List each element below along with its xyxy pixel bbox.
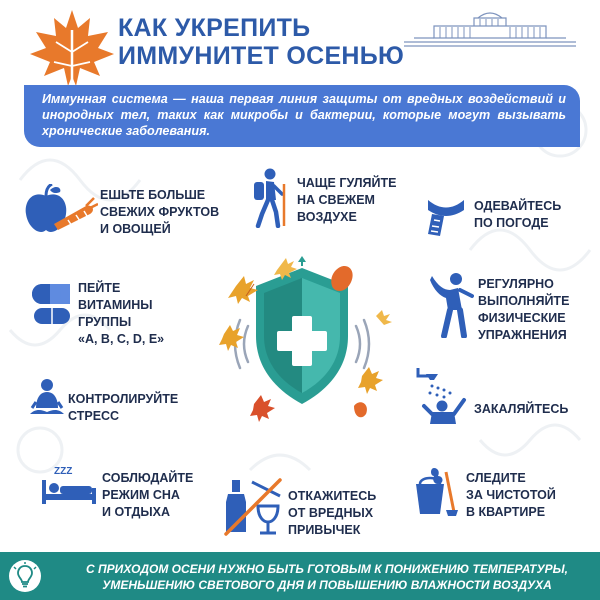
fruits-vegetables-icon (24, 184, 98, 236)
label-line: УМЕНЬШЕНИЮ СВЕТОВОГО ДНЯ И ПОВЫШЕНИЮ ВЛАЖНОСТИ ВОЗДУХА (102, 578, 552, 592)
label-line: СЛЕДИТЕ (466, 471, 526, 485)
tip-stress-label (68, 391, 178, 425)
label-line: СТРЕСС (68, 409, 120, 423)
tip-habits-label (288, 488, 376, 539)
tip-harden-label (474, 401, 568, 418)
label-line: ОТКАЖИТЕСЬ (288, 489, 377, 503)
title-line-1: КАК УКРЕПИТЬ (118, 14, 311, 42)
building-logo-icon (404, 8, 576, 48)
label-line: ЕШЬТЕ БОЛЬШЕ (100, 188, 206, 202)
label-line: ПРИВЫЧЕК (288, 523, 361, 537)
label-line: ОТ ВРЕДНЫХ (288, 506, 374, 520)
label-line: В КВАРТИРЕ (466, 505, 546, 519)
title-line-2: ИММУНИТЕТ ОСЕНЬЮ (118, 42, 405, 70)
label-line: ГРУППЫ (78, 315, 132, 329)
tip-vitamins-label (78, 280, 164, 348)
label-line: ВИТАМИНЫ (78, 298, 153, 312)
intro-banner (24, 85, 580, 147)
label-line: «А, В, С, D, Е» (78, 332, 165, 346)
autumn-leaves-decoration (206, 256, 396, 426)
exercise-icon (428, 272, 474, 338)
footer-text (62, 561, 592, 593)
label-line: РЕГУЛЯРНО (478, 277, 554, 291)
page-title (118, 14, 404, 70)
label-line: ЧАЩЕ ГУЛЯЙТЕ (297, 176, 397, 190)
tip-exercise-label (478, 276, 569, 344)
hiker-icon (244, 168, 292, 228)
label-line: СВЕЖИХ ФРУКТОВ (100, 205, 220, 219)
label-line: ОДЕВАЙТЕСЬ (474, 199, 562, 213)
label-line: КОНТРОЛИРУЙТЕ (68, 392, 179, 406)
label-line: И ОТДЫХА (102, 505, 171, 519)
tip-walk-label (297, 175, 396, 226)
intro-text: Иммунная система — наша первая линия защиты от вредных воздействий и инородных тел, таких как микробы и бактерии, которые могут вызывать хронические заболевания. (42, 92, 566, 138)
vitamins-capsule-icon (30, 282, 74, 326)
label-line: НА СВЕЖЕМ (297, 193, 375, 207)
tip-fruits-label (100, 187, 219, 238)
tip-clean-label (466, 470, 556, 521)
tip-dress-label (474, 198, 561, 232)
label-line: С ПРИХОДОМ ОСЕНИ НУЖНО БЫТЬ ГОТОВЫМ К ПОНИЖЕНИЮ ТЕМПЕРАТУРЫ, (86, 562, 568, 576)
label-line: ПЕЙТЕ (78, 281, 121, 295)
sleep-bed-icon (40, 462, 98, 506)
label-line: УПРАЖНЕНИЯ (478, 328, 567, 342)
lightbulb-icon (8, 559, 42, 593)
cleaning-bucket-icon (412, 466, 458, 516)
label-line: ВОЗДУХЕ (297, 210, 357, 224)
no-bad-habits-icon (222, 476, 284, 536)
shower-icon (414, 366, 468, 424)
label-line: ВЫПОЛНЯЙТЕ (478, 294, 570, 308)
meditation-icon (30, 378, 64, 418)
footer-banner (0, 552, 600, 600)
label-line: ПО ПОГОДЕ (474, 216, 549, 230)
label-line: ЗА ЧИСТОТОЙ (466, 488, 556, 502)
label-line: ЗАКАЛЯЙТЕСЬ (474, 402, 569, 416)
maple-leaf-icon (28, 6, 116, 92)
label-line: И ОВОЩЕЙ (100, 222, 171, 236)
svg-text:ZZZ: ZZZ (54, 466, 73, 477)
label-line: ФИЗИЧЕСКИЕ (478, 311, 566, 325)
tip-sleep-label (102, 470, 193, 521)
label-line: РЕЖИМ СНА (102, 488, 180, 502)
scarf-icon (424, 196, 468, 238)
label-line: СОБЛЮДАЙТЕ (102, 471, 194, 485)
